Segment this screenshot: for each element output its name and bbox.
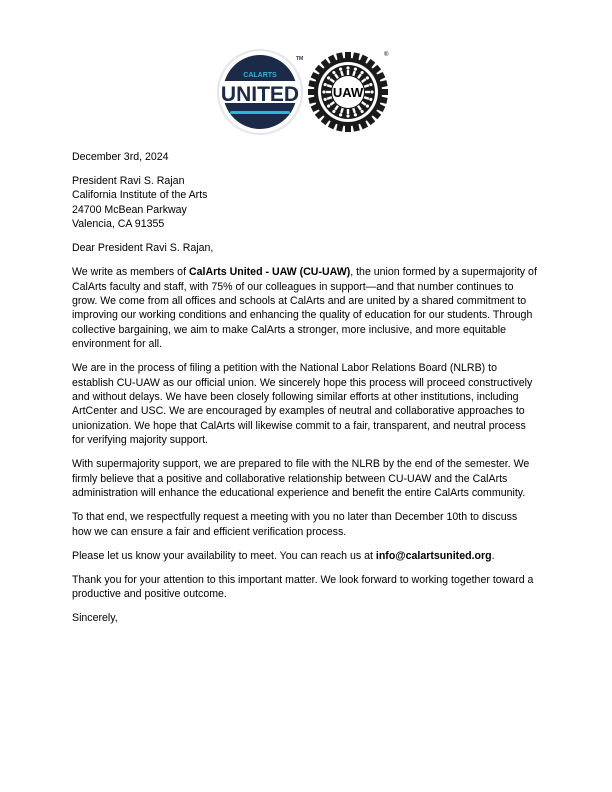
- calarts-logo-tm: TM: [296, 56, 304, 62]
- contact-email[interactable]: info@calartsunited.org: [375, 549, 492, 562]
- paragraph-intro: [72, 265, 538, 351]
- recipient-address: [72, 174, 538, 232]
- calarts-logo-top-text: CALARTS: [243, 72, 277, 79]
- recipient-line: President Ravi S. Rajan: [72, 175, 185, 187]
- paragraph-nlrb-petition: We are in the process of filing a petition with the National Labor Relations Board (NLRB) to establish CU-UAW as our official union. We sincerely hope this process will proceed constructively and without delays. We have been closely following similar efforts at other institutions, including ArtCenter and USC. We are encouraged by examples of neutral and collaborative approaches to unionization. We hope that CalArts will likewise commit to a fair, transparent, and neutral process for verifying majority support.: [72, 362, 533, 447]
- recipient-line: California Institute of the Arts: [72, 189, 208, 202]
- intro-text-start: We write as members of: [72, 266, 189, 279]
- calarts-logo-main-text: UNITED: [220, 83, 300, 106]
- paragraph-thanks: Thank you for your attention to this important matter. We look forward to working together toward a productive and positive outcome.: [72, 573, 534, 600]
- intro-text-end: , the union formed by a supermajority of CalArts faculty and staff, with 75% of our colleagues in support—and that number continues to grow. We come from all offices and schools at CalArts and are united by a shared commitment to improving our working conditions and enhancing the quality of education for our students. Through collective bargaining, we aim to make CalArts a stronger, more inclusive, and more equitable environment for all.: [72, 266, 537, 351]
- uaw-logo-text: UAW: [332, 85, 364, 100]
- letter-date: December 3rd, 2024: [72, 151, 169, 163]
- paragraph-supermajority: With supermajority support, we are prepared to file with the NLRB by the end of the semester. We firmly believe that a positive and collaborative relationship between CU-UAW and the CalArts administration will enhance the educational experience and benefit the entire CalArts community.: [72, 458, 530, 500]
- union-name: CalArts United - UAW (CU-UAW): [188, 266, 351, 279]
- letter-body: [72, 150, 538, 635]
- calarts-united-logo: [218, 50, 303, 134]
- paragraph-contact: [72, 549, 538, 563]
- uaw-logo-reg: ®: [384, 52, 389, 58]
- uaw-seal-logo: [308, 51, 389, 132]
- contact-text-start: Please let us know your availability to meet. You can reach us at: [72, 549, 376, 562]
- recipient-line: 24700 McBean Parkway: [72, 203, 187, 216]
- recipient-line: Valencia, CA 91355: [72, 218, 165, 231]
- logos-svg: [216, 48, 396, 138]
- paragraph-meeting-request: To that end, we respectfully request a meeting with you no later than December 10th to discuss how we can ensure a fair and efficient verification process.: [72, 511, 518, 538]
- contact-text-end: .: [491, 549, 495, 562]
- salutation: Dear President Ravi S. Rajan,: [72, 242, 214, 255]
- header-logos: [216, 48, 396, 138]
- closing: Sincerely,: [72, 611, 118, 624]
